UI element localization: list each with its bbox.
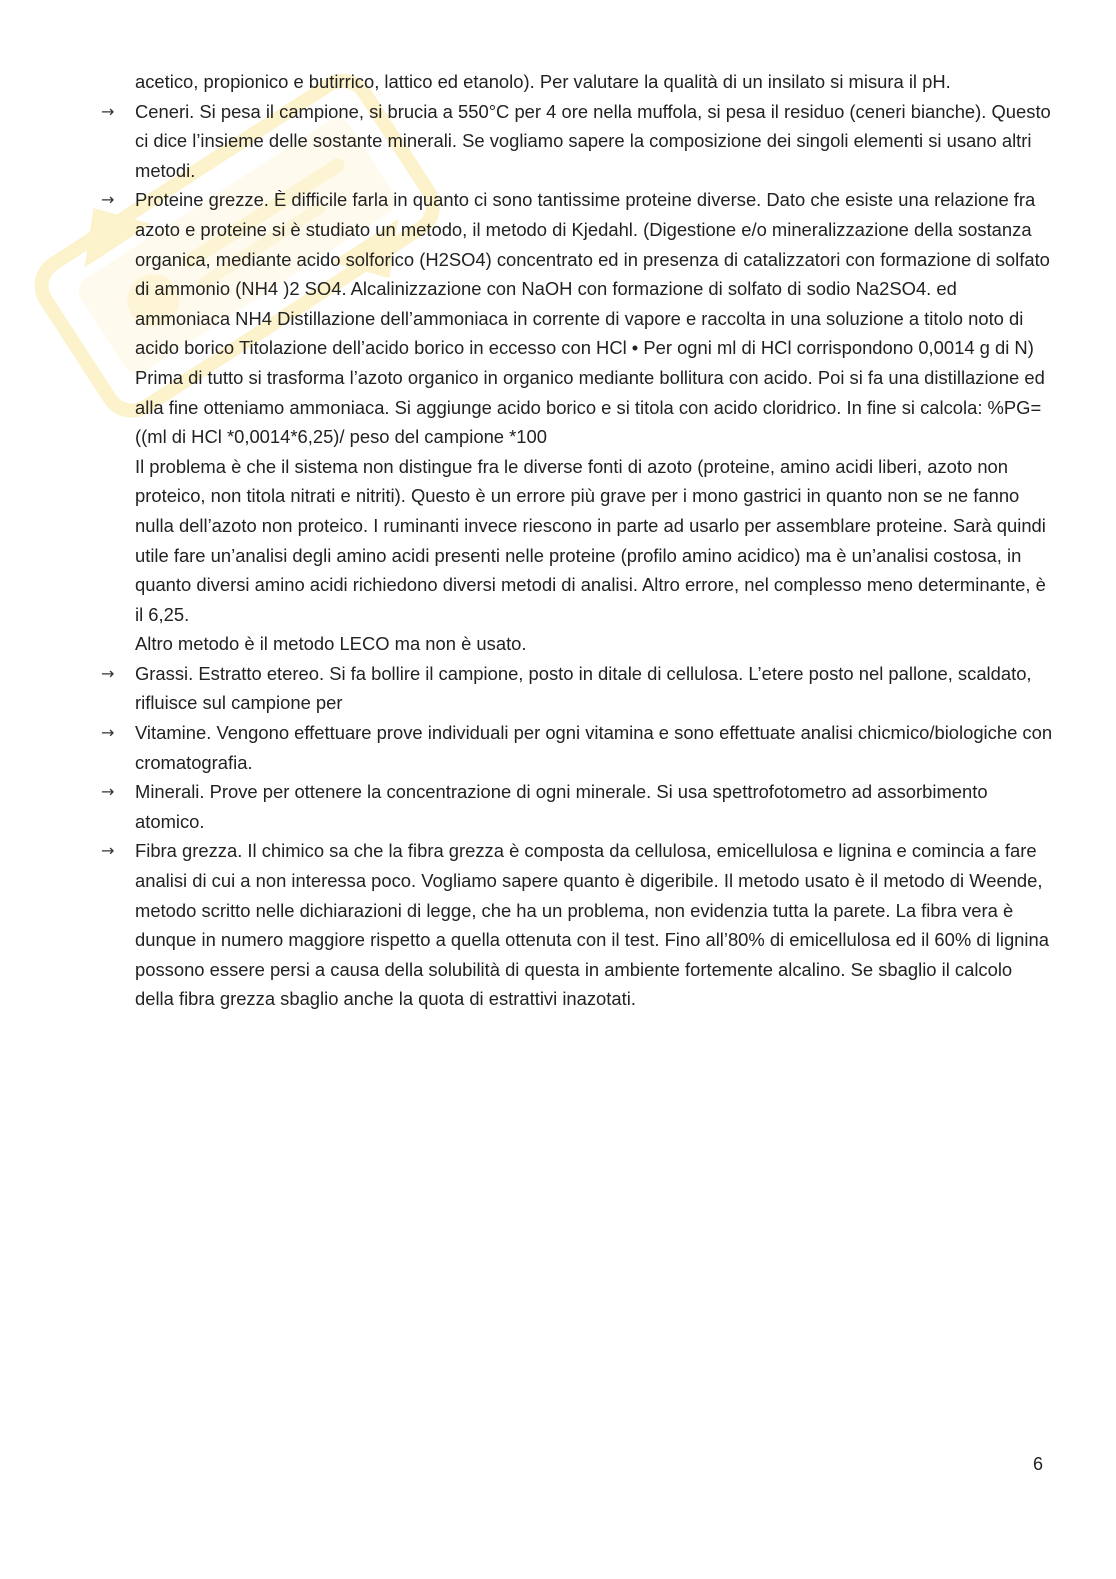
bullet-item	[101, 718, 1055, 777]
bullet-paragraph: Proteine grezze. È difficile farla in quanto ci sono tantissime proteine diverse. Dato che esiste una relazione fra azoto e proteine si è studiato un metodo, il metodo di Kjedahl. (Digestione e/o mineralizzazione della sostanza organica, mediante acido solforico (H2SO4) concentrato ed in presenza di catalizzatori con formazione di solfato di ammonio (NH4 )2 SO4. Alcalinizzazione con NaOH con formazione di solfato di sodio Na2SO4. ed ammoniaca NH4 Distillazione dell’ammoniaca in corrente di vapore e raccolta in una soluzione a titolo noto di acido borico Titolazione dell’acido borico in eccesso con HCl • Per ogni ml di HCl corrispondono 0,0014 g di N)	[135, 189, 1050, 359]
bullet-paragraph: Altro metodo è il metodo LECO ma non è usato.	[135, 633, 527, 655]
page-number: 6	[1032, 1454, 1043, 1474]
document-body	[101, 67, 1055, 1014]
bullet-item	[101, 97, 1055, 186]
bullet-item	[101, 836, 1055, 1014]
arrow-right-icon: →	[101, 782, 115, 802]
bullet-paragraph: Minerali. Prove per ottenere la concentrazione di ogni minerale. Si usa spettrofotometro ad assorbimento atomico.	[135, 781, 988, 832]
bullet-paragraph: Grassi. Estratto etereo. Si fa bollire il campione, posto in ditale di cellulosa. L’etere posto nel pallone, scaldato, rifluisce sul campione per	[135, 662, 1032, 714]
bullet-paragraph: Fibra grezza. Il chimico sa che la fibra grezza è composta da cellulosa, emicellulosa e lignina e comincia a fare analisi di cui a non interessa poco. Vogliamo sapere quanto è digeribile. Il metodo usato è il metodo di Weende, metodo scritto nelle dichiarazioni di legge, che ha un problema, non evidenzia tutta la parete. La fibra vera è dunque in numero maggiore rispetto a quella ottenuta con il test. Fino all’80% di emicellulosa ed il 60% di lignina possono essere persi a causa della solubilità di questa in ambiente fortemente alcalino. Se sbaglio il calcolo della fibra grezza sbaglio anche la quota di estrattivi inazotati.	[135, 840, 1049, 1010]
arrow-right-icon: →	[101, 101, 115, 121]
arrow-right-icon: →	[101, 841, 115, 861]
bullet-item	[101, 777, 1055, 836]
bullet-paragraph: Vitamine. Vengono effettuare prove individuali per ogni vitamina e sono effettuate analisi chicmico/biologiche con cromatografia.	[135, 722, 1053, 773]
intro-paragraph: acetico, propionico e butirrico, lattico ed etanolo). Per valutare la qualità di un insilato si misura il pH.	[135, 71, 951, 92]
bullet-paragraph: Ceneri. Si pesa il campione, si brucia a 550°C per 4 ore nella muffola, si pesa il residuo (ceneri bianche). Questo ci dice l’insieme delle sostante minerali. Se vogliamo sapere la composizione dei singoli elementi si usano altri metodi.	[135, 100, 1051, 181]
bullet-list	[101, 97, 1055, 1014]
arrow-right-icon: →	[101, 190, 115, 210]
bullet-paragraph: Il problema è che il sistema non distingue fra le diverse fonti di azoto (proteine, amino acidi liberi, azoto non proteico, non titola nitrati e nitriti). Questo è un errore più grave per i mono gastrici in quanto non se ne fanno nulla dell’azoto non proteico. I ruminanti invece riescono in parte ad usarlo per assemblare proteine. Sarà quindi utile fare un’analisi degli amino acidi presenti nelle proteine (profilo amino acidico) ma è un’analisi costosa, in quanto diversi amino acidi richiedono diversi metodi di analisi. Altro errore, nel complesso meno determinante, è il 6,25.	[135, 455, 1046, 625]
arrow-right-icon: →	[101, 663, 115, 683]
arrow-right-icon: →	[101, 723, 115, 743]
bullet-item	[101, 659, 1055, 718]
bullet-paragraph: Prima di tutto si trasforma l’azoto organico in organico mediante bollitura con acido. Poi si fa una distillazione ed alla fine otteniamo ammoniaca. Si aggiunge acido borico e si titola con acido cloridrico. In fine si calcola: %PG= ((ml di HCl *0,0014*6,25)/ peso del campione *100	[135, 366, 1045, 448]
bullet-item	[101, 185, 1055, 659]
